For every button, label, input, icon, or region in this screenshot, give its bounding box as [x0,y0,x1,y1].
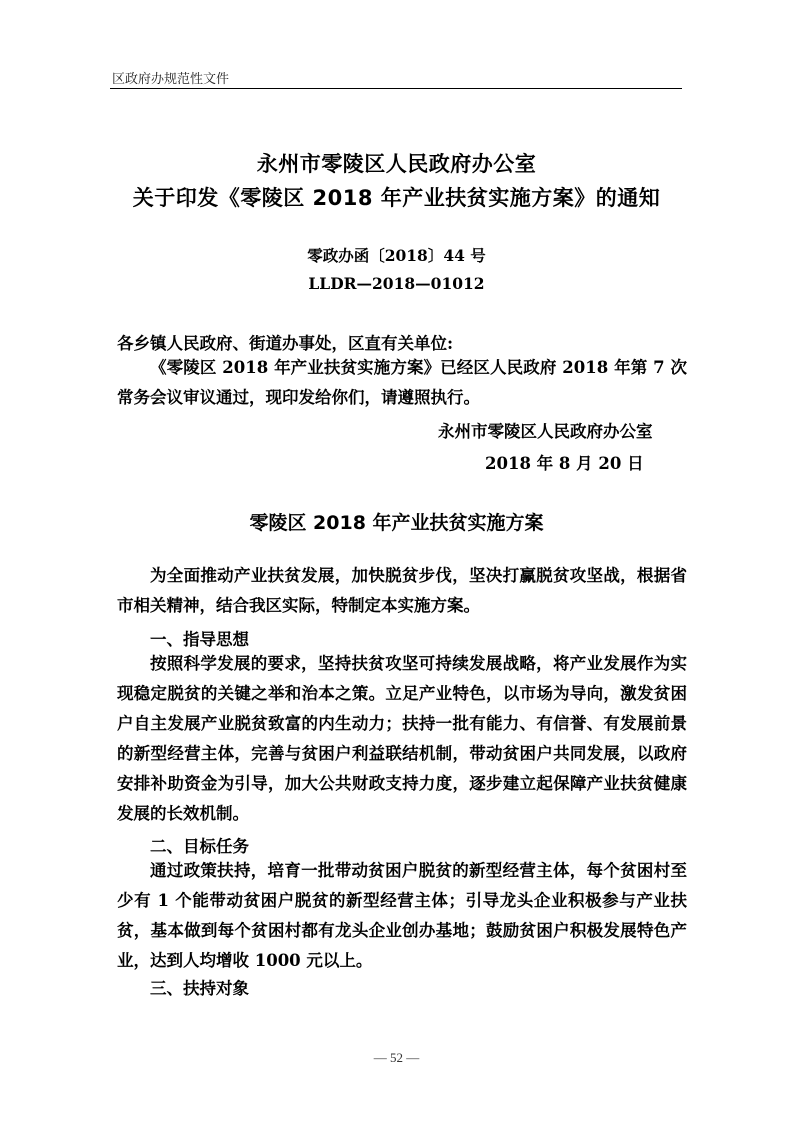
plan-intro: 为全面推动产业扶贫发展，加快脱贫步伐，坚决打赢脱贫攻坚战，根据省市相关精神，结合我区实际，特制定本实施方案。 [117,566,687,615]
header-divider [110,88,682,89]
document-header-label: 区政府办规范性文件 [112,72,230,87]
notice-title-line2: 关于印发《零陵区 2018 年产业扶贫实施方案》的通知 [132,186,661,210]
section-body-2: 通过政策扶持，培育一批带动贫困户脱贫的新型经营主体，每个贫困村至少有 1 个能带动贫困户脱贫的新型经营主体；引导龙头企业积极参与产业扶贫，基本做到每个贫困村都有龙头企业创办基地；鼓励贫困户积极发展特色产业，达到人均增收 1000 元以上。 [117,861,687,970]
document-code: 零政办函〔2018〕44 号 [307,246,486,265]
notice-date: 2018 年 8 月 20 日 [485,454,644,473]
section-heading-3: 三、扶持对象 [150,979,249,998]
section-body-1: 按照科学发展的要求，坚持扶贫攻坚可持续发展战略，将产业发展作为实现稳定脱贫的关键之举和治本之策。立足产业特色，以市场为导向，激发贫困户自主发展产业脱贫致富的内生动力；扶持一批有能力、有信誉、有发展前景的新型经营主体，完善与贫困户利益联结机制，带动贫困户共同发展，以政府安排补助资金为引导，加大公共财政支持力度，逐步建立起保障产业扶贫健康发展的长效机制。 [117,654,687,823]
section-heading-1: 一、指导思想 [150,630,249,649]
notice-body: 《零陵区 2018 年产业扶贫实施方案》已经区人民政府 2018 年第 7 次常务会议审议通过，现印发给你们，请遵照执行。 [117,358,687,407]
notice-title-line1: 永州市零陵区人民政府办公室 [256,152,537,176]
notice-signer: 永州市零陵区人民政府办公室 [438,422,653,441]
plan-title: 零陵区 2018 年产业扶贫实施方案 [249,512,544,534]
page-number: — 52 — [373,1050,420,1065]
notice-addressee: 各乡镇人民政府、街道办事处，区直有关单位: [117,334,454,353]
register-number: LLDR—2018—01012 [308,274,485,293]
section-heading-2: 二、目标任务 [150,837,249,856]
